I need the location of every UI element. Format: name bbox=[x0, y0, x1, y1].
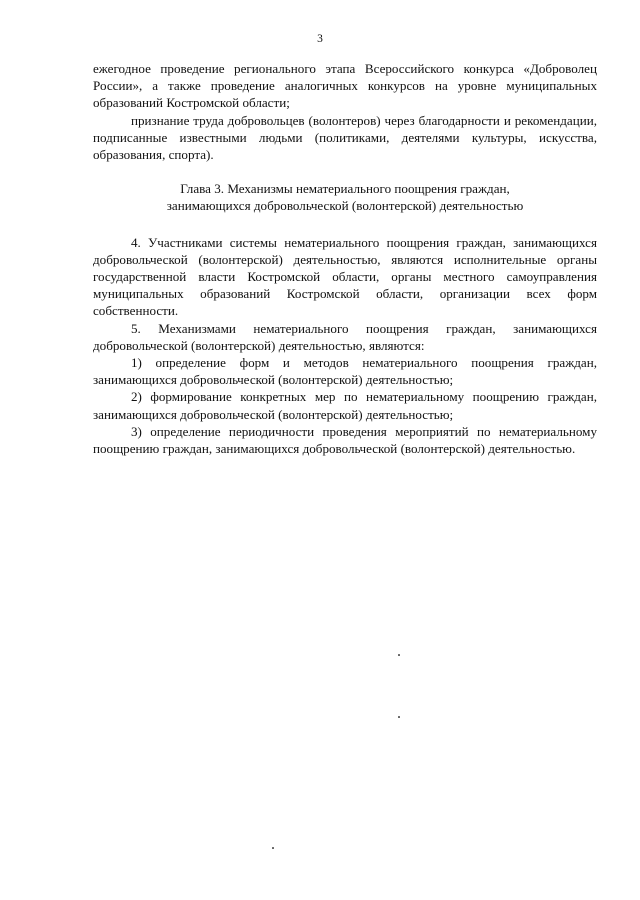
page-number: 3 bbox=[317, 33, 323, 45]
list-item-3: 3) определение периодичности проведения мероприятий по нематериальному поощрению граждан, занимающихся добровольческой (волонтерской) деятельностью. bbox=[93, 423, 597, 457]
list-item-2: 2) формирование конкретных мер по нематериальному поощрению граждан, занимающихся добровольческой (волонтерской) деятельностью; bbox=[93, 389, 597, 422]
paragraph-item-4: 4. Участниками системы нематериального поощрения граждан, занимающихся добровольческой (волонтерской) деятельностью, являются исполнительные органы государственной власти Костромской области, органы местного самоуправления муниципальных образований Костромской области, организации всех форм собственности. bbox=[93, 234, 597, 319]
paragraph-regional-contest: ежегодное проведение регионального этапа Всероссийского конкурса «Доброволец России», а также проведение аналогичных конкурсов на уровне муниципальных образований Костромской области; bbox=[93, 61, 597, 111]
scan-speck bbox=[272, 847, 274, 849]
chapter-title-line-2: занимающихся добровольческой (волонтерской) деятельностью bbox=[166, 198, 524, 214]
list-item-1: 1) определение форм и методов нематериального поощрения граждан, занимающихся добровольческой (волонтерской) деятельностью; bbox=[93, 355, 597, 388]
scan-speck bbox=[398, 654, 400, 656]
paragraph-item-5: 5. Механизмами нематериального поощрения граждан, занимающихся добровольческой (волонтерской) деятельностью, являются: bbox=[93, 320, 597, 353]
chapter-heading bbox=[93, 180, 597, 214]
paragraph-recognition: признание труда добровольцев (волонтеров) через благодарности и рекомендации, подписанные известными людьми (политиками, деятелями культуры, искусства, образования, спорта). bbox=[93, 112, 597, 163]
chapter-title-line-1: Глава 3. Механизмы нематериального поощрения граждан, bbox=[180, 181, 510, 197]
document-body bbox=[93, 60, 597, 457]
scan-speck bbox=[398, 716, 400, 718]
